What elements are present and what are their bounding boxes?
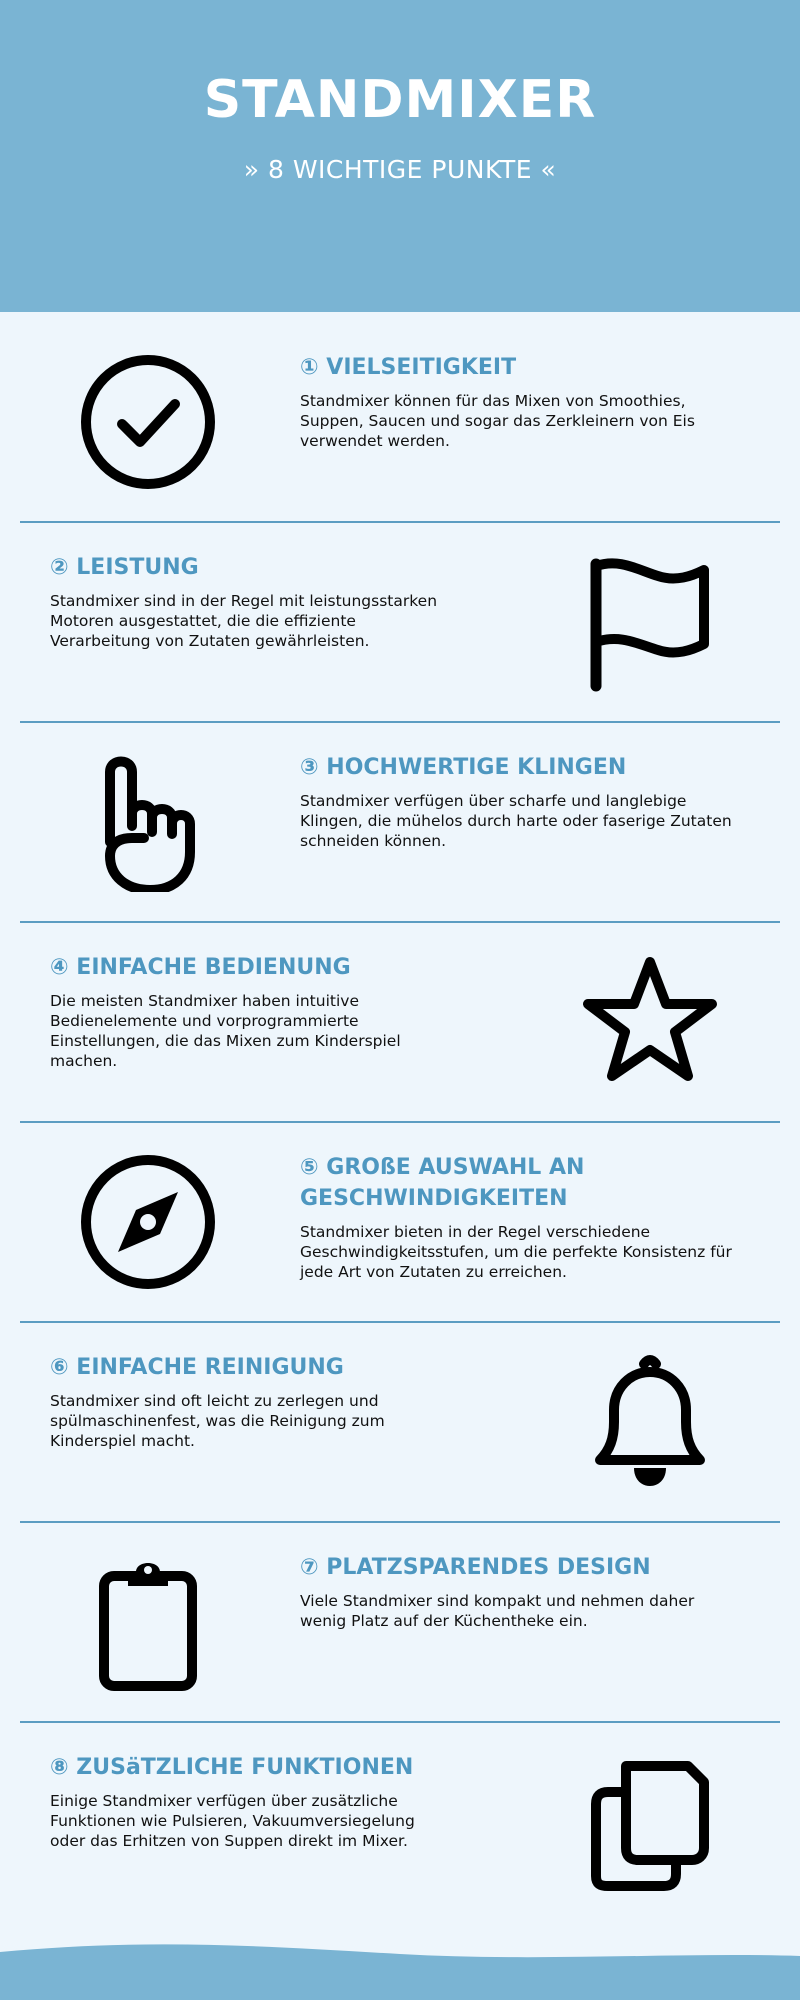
feature-heading: ⑥ EINFACHE REINIGUNG [50,1355,344,1380]
feature-text [50,552,450,651]
feature-text [300,1152,740,1282]
feature-description: Standmixer sind in der Regel mit leistungsstarken Motoren ausgestattet, die die effiziente Verarbeitung von Zutaten gewährleisten. [50,592,438,650]
pointing-hand-icon [78,752,218,892]
feature-section [20,512,780,712]
feature-text [300,1552,740,1631]
clipboard-icon [78,1552,218,1692]
feature-section [20,1512,780,1712]
page-title: STANDMIXER [203,70,597,130]
feature-text [300,352,740,451]
feature-text [50,1752,450,1851]
feature-section [20,1112,780,1312]
feature-heading: ⑧ ZUSäTZLICHE FUNKTIONEN [50,1755,414,1780]
feature-section [20,712,780,912]
feature-description: Standmixer verfügen über scharfe und langlebige Klingen, die mühelos durch harte oder faserige Zutaten schneiden können. [300,792,732,850]
feature-heading: ④ EINFACHE BEDIENUNG [50,955,351,980]
page-subtitle: » 8 WICHTIGE PUNKTE « [243,155,557,184]
feature-heading: ⑦ PLATZSPARENDES DESIGN [300,1555,651,1580]
feature-section [20,312,780,512]
header-banner [0,0,800,312]
feature-text [300,752,740,851]
feature-heading: ⑤ GROßE AUSWAHL AN GESCHWINDIGKEITEN [300,1155,585,1211]
feature-section [20,912,780,1112]
feature-section [20,1712,780,1912]
feature-text [50,952,450,1071]
feature-description: Standmixer bieten in der Regel verschiedene Geschwindigkeitsstufen, um die perfekte Konsistenz für jede Art von Zutaten zu erreichen. [300,1223,732,1281]
feature-description: Standmixer sind oft leicht zu zerlegen und spülmaschinenfest, was die Reinigung zum Kinderspiel macht. [50,1392,385,1450]
copy-icon [580,1752,720,1892]
compass-icon [78,1152,218,1292]
star-icon [580,952,720,1092]
feature-heading: ② LEISTUNG [50,555,199,580]
flag-icon [580,552,720,692]
feature-description: Viele Standmixer sind kompakt und nehmen daher wenig Platz auf der Küchentheke ein. [300,1592,695,1630]
footer-wave [0,1930,800,2000]
feature-description: Standmixer können für das Mixen von Smoothies, Suppen, Saucen und sogar das Zerkleinern von Eis verwendet werden. [300,392,695,450]
feature-description: Die meisten Standmixer haben intuitive Bedienelemente und vorprogrammierte Einstellungen, die das Mixen zum Kinderspiel machen. [50,992,401,1070]
bell-icon [580,1352,720,1492]
feature-description: Einige Standmixer verfügen über zusätzliche Funktionen wie Pulsieren, Vakuumversiegelung oder das Erhitzen von Suppen direkt im Mixer. [50,1792,415,1850]
feature-section [20,1312,780,1512]
feature-text [50,1352,450,1451]
check-circle-icon [78,352,218,492]
feature-heading: ③ HOCHWERTIGE KLINGEN [300,755,627,780]
feature-heading: ① VIELSEITIGKEIT [300,355,517,380]
